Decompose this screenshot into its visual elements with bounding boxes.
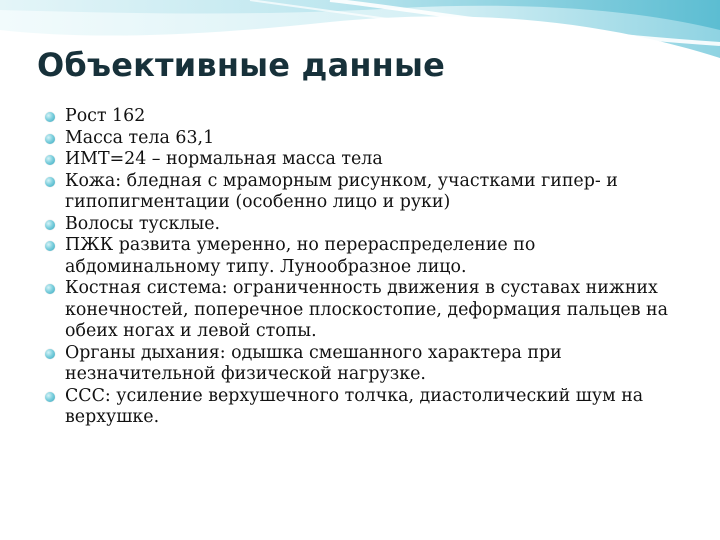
bullet-item (45, 386, 685, 429)
bullet-item (45, 235, 685, 278)
round-bullet-icon (45, 349, 55, 359)
bullet-text: Волосы тусклые. (65, 213, 221, 234)
round-bullet-icon (45, 155, 55, 165)
bullet-text: ИМТ=24 – нормальная масса тела (65, 149, 383, 169)
round-bullet-icon (45, 392, 55, 402)
bullet-list (45, 106, 685, 429)
round-bullet-icon (45, 284, 55, 294)
round-bullet-icon (45, 241, 55, 251)
bullet-text: ССС: усиление верхушечного толчка, диастолический шум на верхушке. (65, 385, 644, 427)
bullet-text: Кожа: бледная с мраморным рисунком, участками гипер- и гипопигментации (особенно лицо и руки) (65, 170, 618, 212)
bullet-item (45, 278, 685, 343)
bullet-item (45, 149, 685, 171)
bullet-item (45, 106, 685, 128)
bullet-item (45, 343, 685, 386)
round-bullet-icon (45, 134, 55, 144)
slide-title: Объективные данные (37, 46, 446, 84)
round-bullet-icon (45, 220, 55, 230)
bullet-text: ПЖК развита умеренно, но перераспределение по абдоминальному типу. Лунообразное лицо. (65, 235, 536, 277)
bullet-item (45, 128, 685, 150)
round-bullet-icon (45, 177, 55, 187)
bullet-item (45, 214, 685, 236)
bullet-text: Органы дыхания: одышка смешанного характера при незначительной физической нагрузке. (65, 342, 562, 384)
bullet-text: Костная система: ограниченность движения в суставах нижних конечностей, поперечное плоскостопие, деформация пальцев на обеих ногах и левой стопы. (65, 278, 668, 341)
round-bullet-icon (45, 112, 55, 122)
bullet-item (45, 171, 685, 214)
bullet-text: Масса тела 63,1 (65, 127, 215, 148)
bullet-text: Рост 162 (65, 106, 146, 126)
